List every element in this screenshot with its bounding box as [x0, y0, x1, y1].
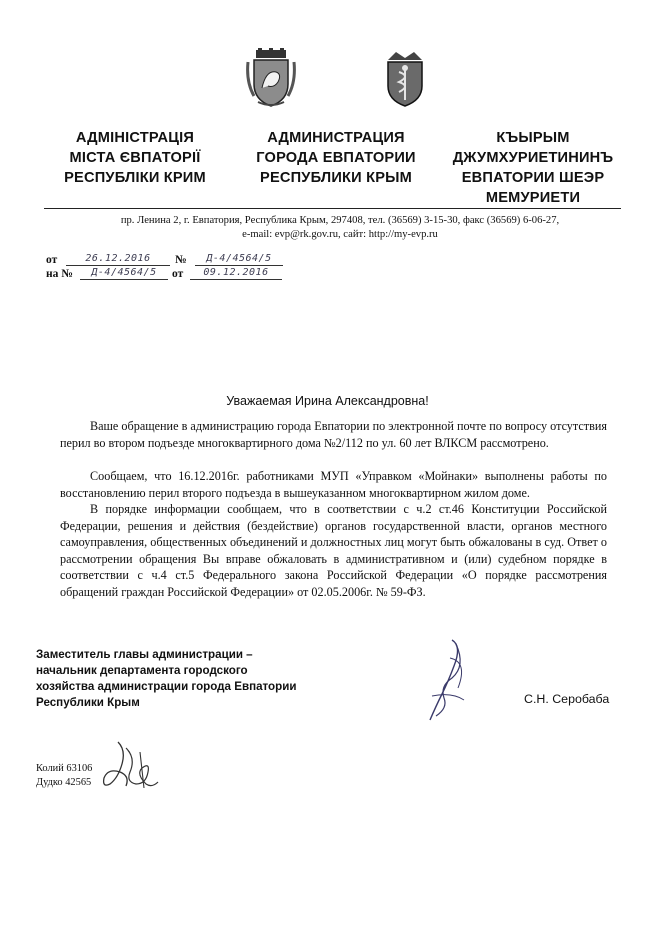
- header-russian: [243, 128, 429, 188]
- paragraph-text: В порядке информации сообщаем, что в соответствии с ч.2 ст.46 Конституции Российской Федерации, решения и действия (бездействие) органов государственной власти, органов местного самоуправления, общественных объединений и должностных лиц могут быть обжалованы в суд. Ответ о рассмотрении обращения Вы вправе обжаловать в административном и (или) судебном порядке в соответствии с ч.4 ст.5 Федерального закона Российской Федерации «О порядке рассмотрения обращений граждан Российской Федерации» от 02.05.2006г. № 59-ФЗ.: [60, 502, 607, 599]
- signer-position-line: Заместитель главы администрации –: [36, 648, 253, 661]
- header-ru-line: РЕСПУБЛИКИ КРЫМ: [260, 170, 412, 186]
- header-crimean-tatar: [433, 128, 633, 208]
- header-uk-line: МІСТА ЄВПАТОРІЇ: [69, 150, 201, 166]
- header-uk-line: АДМІНІСТРАЦІЯ: [75, 130, 195, 146]
- reference-label: на №: [46, 268, 73, 280]
- header-crh-line: МЕМУРИЕТИ: [485, 190, 581, 206]
- from-label: от: [46, 254, 58, 266]
- signer-name: С.Н. Серобаба: [524, 692, 610, 706]
- outgoing-date: 26.12.2016: [66, 253, 170, 266]
- executor-line: Дудко 42565: [36, 777, 92, 788]
- number-label: №: [175, 254, 187, 266]
- signer-position-line: Республики Крым: [36, 696, 140, 709]
- crimea-coat-of-arms-icon: [246, 48, 296, 108]
- body-paragraph: [60, 468, 607, 501]
- header-ru-line: ГОРОДА ЕВПАТОРИИ: [256, 150, 416, 166]
- header-uk-line: РЕСПУБЛІКИ КРИМ: [64, 170, 206, 186]
- header-ukrainian: [55, 128, 215, 188]
- reference-date: 09.12.2016: [190, 267, 282, 280]
- reference-from-label: от: [172, 268, 184, 280]
- body-paragraph: [60, 501, 607, 601]
- body-paragraph: [60, 418, 607, 451]
- paragraph-text: Сообщаем, что 16.12.2016г. работниками МУП «Управком «Мойнаки» выполнены работы по восстановлению перил второго подъезда в вышеуказанном многоквартирном жилом доме.: [60, 469, 607, 500]
- evpatoria-coat-of-arms-icon: [382, 50, 428, 108]
- executor-signature-icon: [96, 738, 162, 790]
- header-crh-line: КЪЫРЫМ: [496, 130, 570, 146]
- signer-position: [36, 647, 296, 711]
- signer-position-line: хозяйства администрации города Евпатории: [36, 680, 297, 693]
- paragraph-text: Ваше обращение в администрацию города Евпатории по электронной почте по вопросу отсутствия перил во втором подъезде многоквартирного дома №2/112 по ул. 60 лет ВЛКСМ рассмотрено.: [60, 419, 607, 450]
- header-divider: [44, 208, 621, 209]
- executor-line: Колий 63106: [36, 763, 93, 774]
- signer-position-line: начальник департамента городского: [36, 664, 248, 677]
- contact-line: e-mail: evp@rk.gov.ru, сайт: http://my-evp.ru: [242, 229, 438, 240]
- address-line: пр. Ленина 2, г. Евпатория, Республика Крым, 297408, тел. (36569) 3-15-30, факс (36569) 6-06-27,: [120, 215, 560, 226]
- greeting: Уважаемая Ирина Александровна!: [226, 394, 429, 408]
- header-ru-line: АДМИНИСТРАЦИЯ: [267, 130, 405, 146]
- outgoing-number: Д-4/4564/5: [195, 253, 283, 266]
- reference-number: Д-4/4564/5: [80, 267, 168, 280]
- header-crh-line: ДЖУМХУРИЕТИНИНЪ: [452, 150, 614, 166]
- header-crh-line: ЕВПАТОРИИ ШЕЭР: [461, 170, 605, 186]
- handwritten-signature-icon: [422, 636, 472, 726]
